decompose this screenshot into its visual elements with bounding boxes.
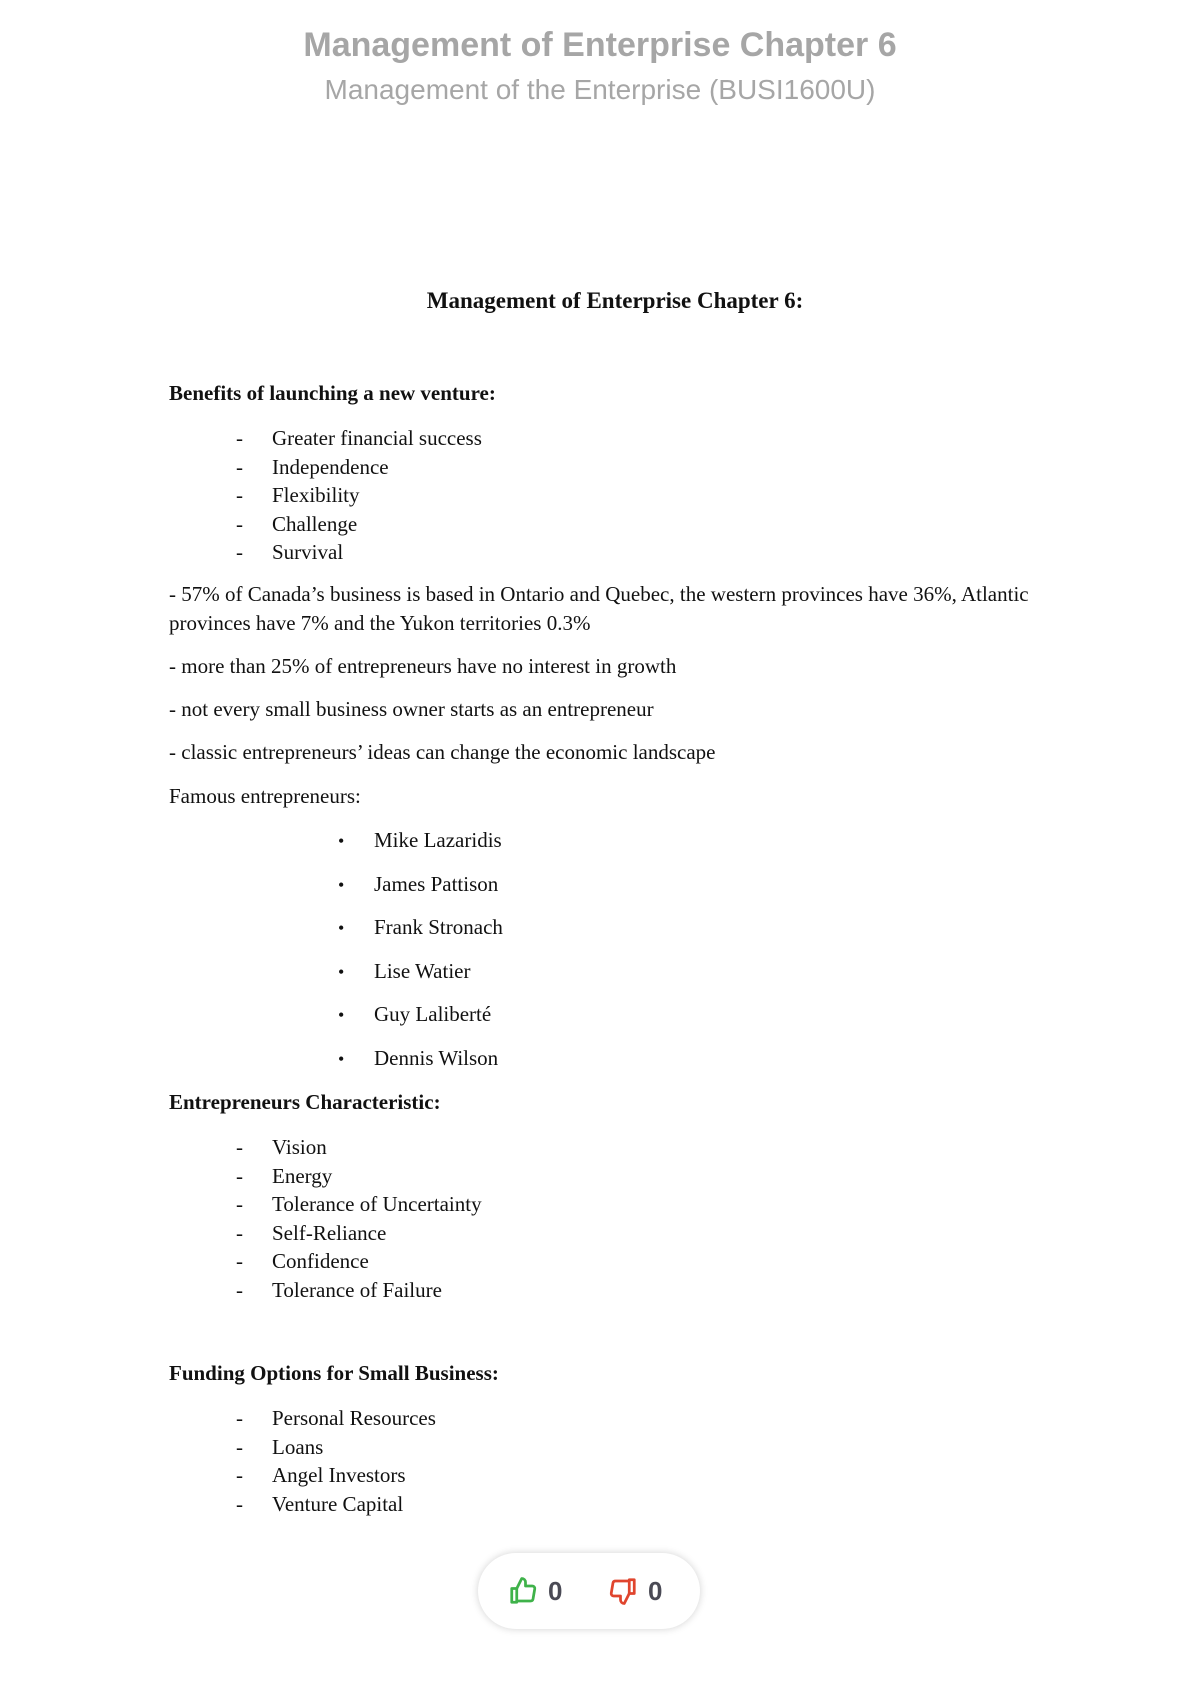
benefit-text: Independence <box>272 454 389 479</box>
list-item <box>236 1404 436 1433</box>
dash-marker: - <box>236 1463 243 1488</box>
famous-heading: Famous entrepreneurs: <box>169 784 361 808</box>
dash-marker: - <box>236 1491 243 1516</box>
benefits-heading: Benefits of launching a new venture: <box>169 381 496 405</box>
entrepreneur-name: James Pattison <box>374 871 499 896</box>
page-heading: Management of Enterprise Chapter 6: <box>426 288 804 313</box>
list-item <box>338 1043 503 1087</box>
characteristic-text: Confidence <box>272 1249 369 1274</box>
note-paragraph: - not every small business owner starts as an entrepreneur <box>169 697 654 721</box>
dash-marker: - <box>236 1277 243 1302</box>
entrepreneur-name: Lise Watier <box>374 958 471 983</box>
list-item <box>338 825 503 869</box>
thumbs-up-icon <box>508 1576 538 1606</box>
vote-widget <box>478 1553 700 1629</box>
characteristics-list <box>236 1133 482 1305</box>
document-header <box>0 22 1200 112</box>
list-item <box>236 1133 482 1162</box>
bullet-marker: • <box>338 918 345 939</box>
famous-list <box>338 825 503 1087</box>
dash-marker: - <box>236 511 243 536</box>
list-item <box>338 869 503 913</box>
bullet-marker: • <box>338 961 345 982</box>
list-item <box>236 1490 436 1519</box>
benefit-text: Survival <box>272 540 344 565</box>
dash-marker: - <box>236 483 243 508</box>
characteristic-text: Tolerance of Failure <box>272 1277 442 1302</box>
funding-text: Angel Investors <box>272 1463 406 1488</box>
list-item <box>338 912 503 956</box>
dash-marker: - <box>236 1135 243 1159</box>
list-item <box>338 999 503 1043</box>
funding-list <box>236 1404 436 1518</box>
funding-heading: Funding Options for Small Business: <box>169 1361 499 1385</box>
dash-marker: - <box>236 1163 243 1188</box>
bullet-marker: • <box>338 831 345 851</box>
list-item <box>236 538 482 567</box>
list-item <box>236 1219 482 1248</box>
note-paragraph: - classic entrepreneurs’ ideas can change the economic landscape <box>169 740 716 764</box>
characteristic-text: Energy <box>272 1163 333 1188</box>
list-item <box>338 956 503 1000</box>
course-subtitle: Management of the Enterprise (BUSI1600U) <box>324 74 876 105</box>
characteristic-text: Self-Reliance <box>272 1220 387 1245</box>
dash-marker: - <box>236 1406 243 1430</box>
list-item <box>236 481 482 510</box>
dash-marker: - <box>236 1434 243 1459</box>
entrepreneur-name: Mike Lazaridis <box>374 828 502 852</box>
entrepreneur-name: Guy Laliberté <box>374 1002 492 1027</box>
dash-marker: - <box>236 1220 243 1245</box>
thumbs-down-icon <box>608 1576 638 1606</box>
bullet-marker: • <box>338 1048 345 1069</box>
upvote-count: 0 <box>548 1575 563 1606</box>
benefit-text: Challenge <box>272 511 358 536</box>
list-item <box>236 1433 436 1462</box>
benefits-list <box>236 424 482 567</box>
upvote-button[interactable] <box>508 1573 562 1609</box>
entrepreneur-name: Dennis Wilson <box>374 1045 499 1070</box>
bullet-marker: • <box>338 1005 345 1026</box>
list-item <box>236 1162 482 1191</box>
dash-marker: - <box>236 1249 243 1274</box>
bullet-marker: • <box>338 874 345 895</box>
characteristic-text: Vision <box>272 1135 327 1159</box>
dash-marker: - <box>236 540 243 565</box>
list-item <box>236 1461 436 1490</box>
downvote-button[interactable] <box>608 1573 662 1609</box>
funding-text: Personal Resources <box>272 1406 436 1430</box>
list-item <box>236 453 482 482</box>
funding-text: Loans <box>272 1434 324 1459</box>
dash-marker: - <box>236 1192 243 1217</box>
funding-text: Venture Capital <box>272 1491 404 1516</box>
list-item <box>236 424 482 453</box>
characteristic-text: Tolerance of Uncertainty <box>272 1192 482 1217</box>
list-item <box>236 1190 482 1219</box>
benefit-text: Greater financial success <box>272 426 482 450</box>
list-item <box>236 1247 482 1276</box>
note-paragraph: - 57% of Canada’s business is based in Ontario and Quebec, the western provinces have 36%, Atlantic provinces have 7% and the Yukon territories 0.3% <box>169 582 1029 635</box>
dash-marker: - <box>236 426 243 450</box>
downvote-count: 0 <box>648 1575 663 1606</box>
benefit-text: Flexibility <box>272 483 360 508</box>
entrepreneur-name: Frank Stronach <box>374 915 503 940</box>
list-item <box>236 1276 482 1305</box>
characteristics-heading: Entrepreneurs Characteristic: <box>169 1090 441 1114</box>
dash-marker: - <box>236 454 243 479</box>
note-paragraph: - more than 25% of entrepreneurs have no interest in growth <box>169 654 677 678</box>
list-item <box>236 510 482 539</box>
document-title: Management of Enterprise Chapter 6 <box>303 26 897 64</box>
